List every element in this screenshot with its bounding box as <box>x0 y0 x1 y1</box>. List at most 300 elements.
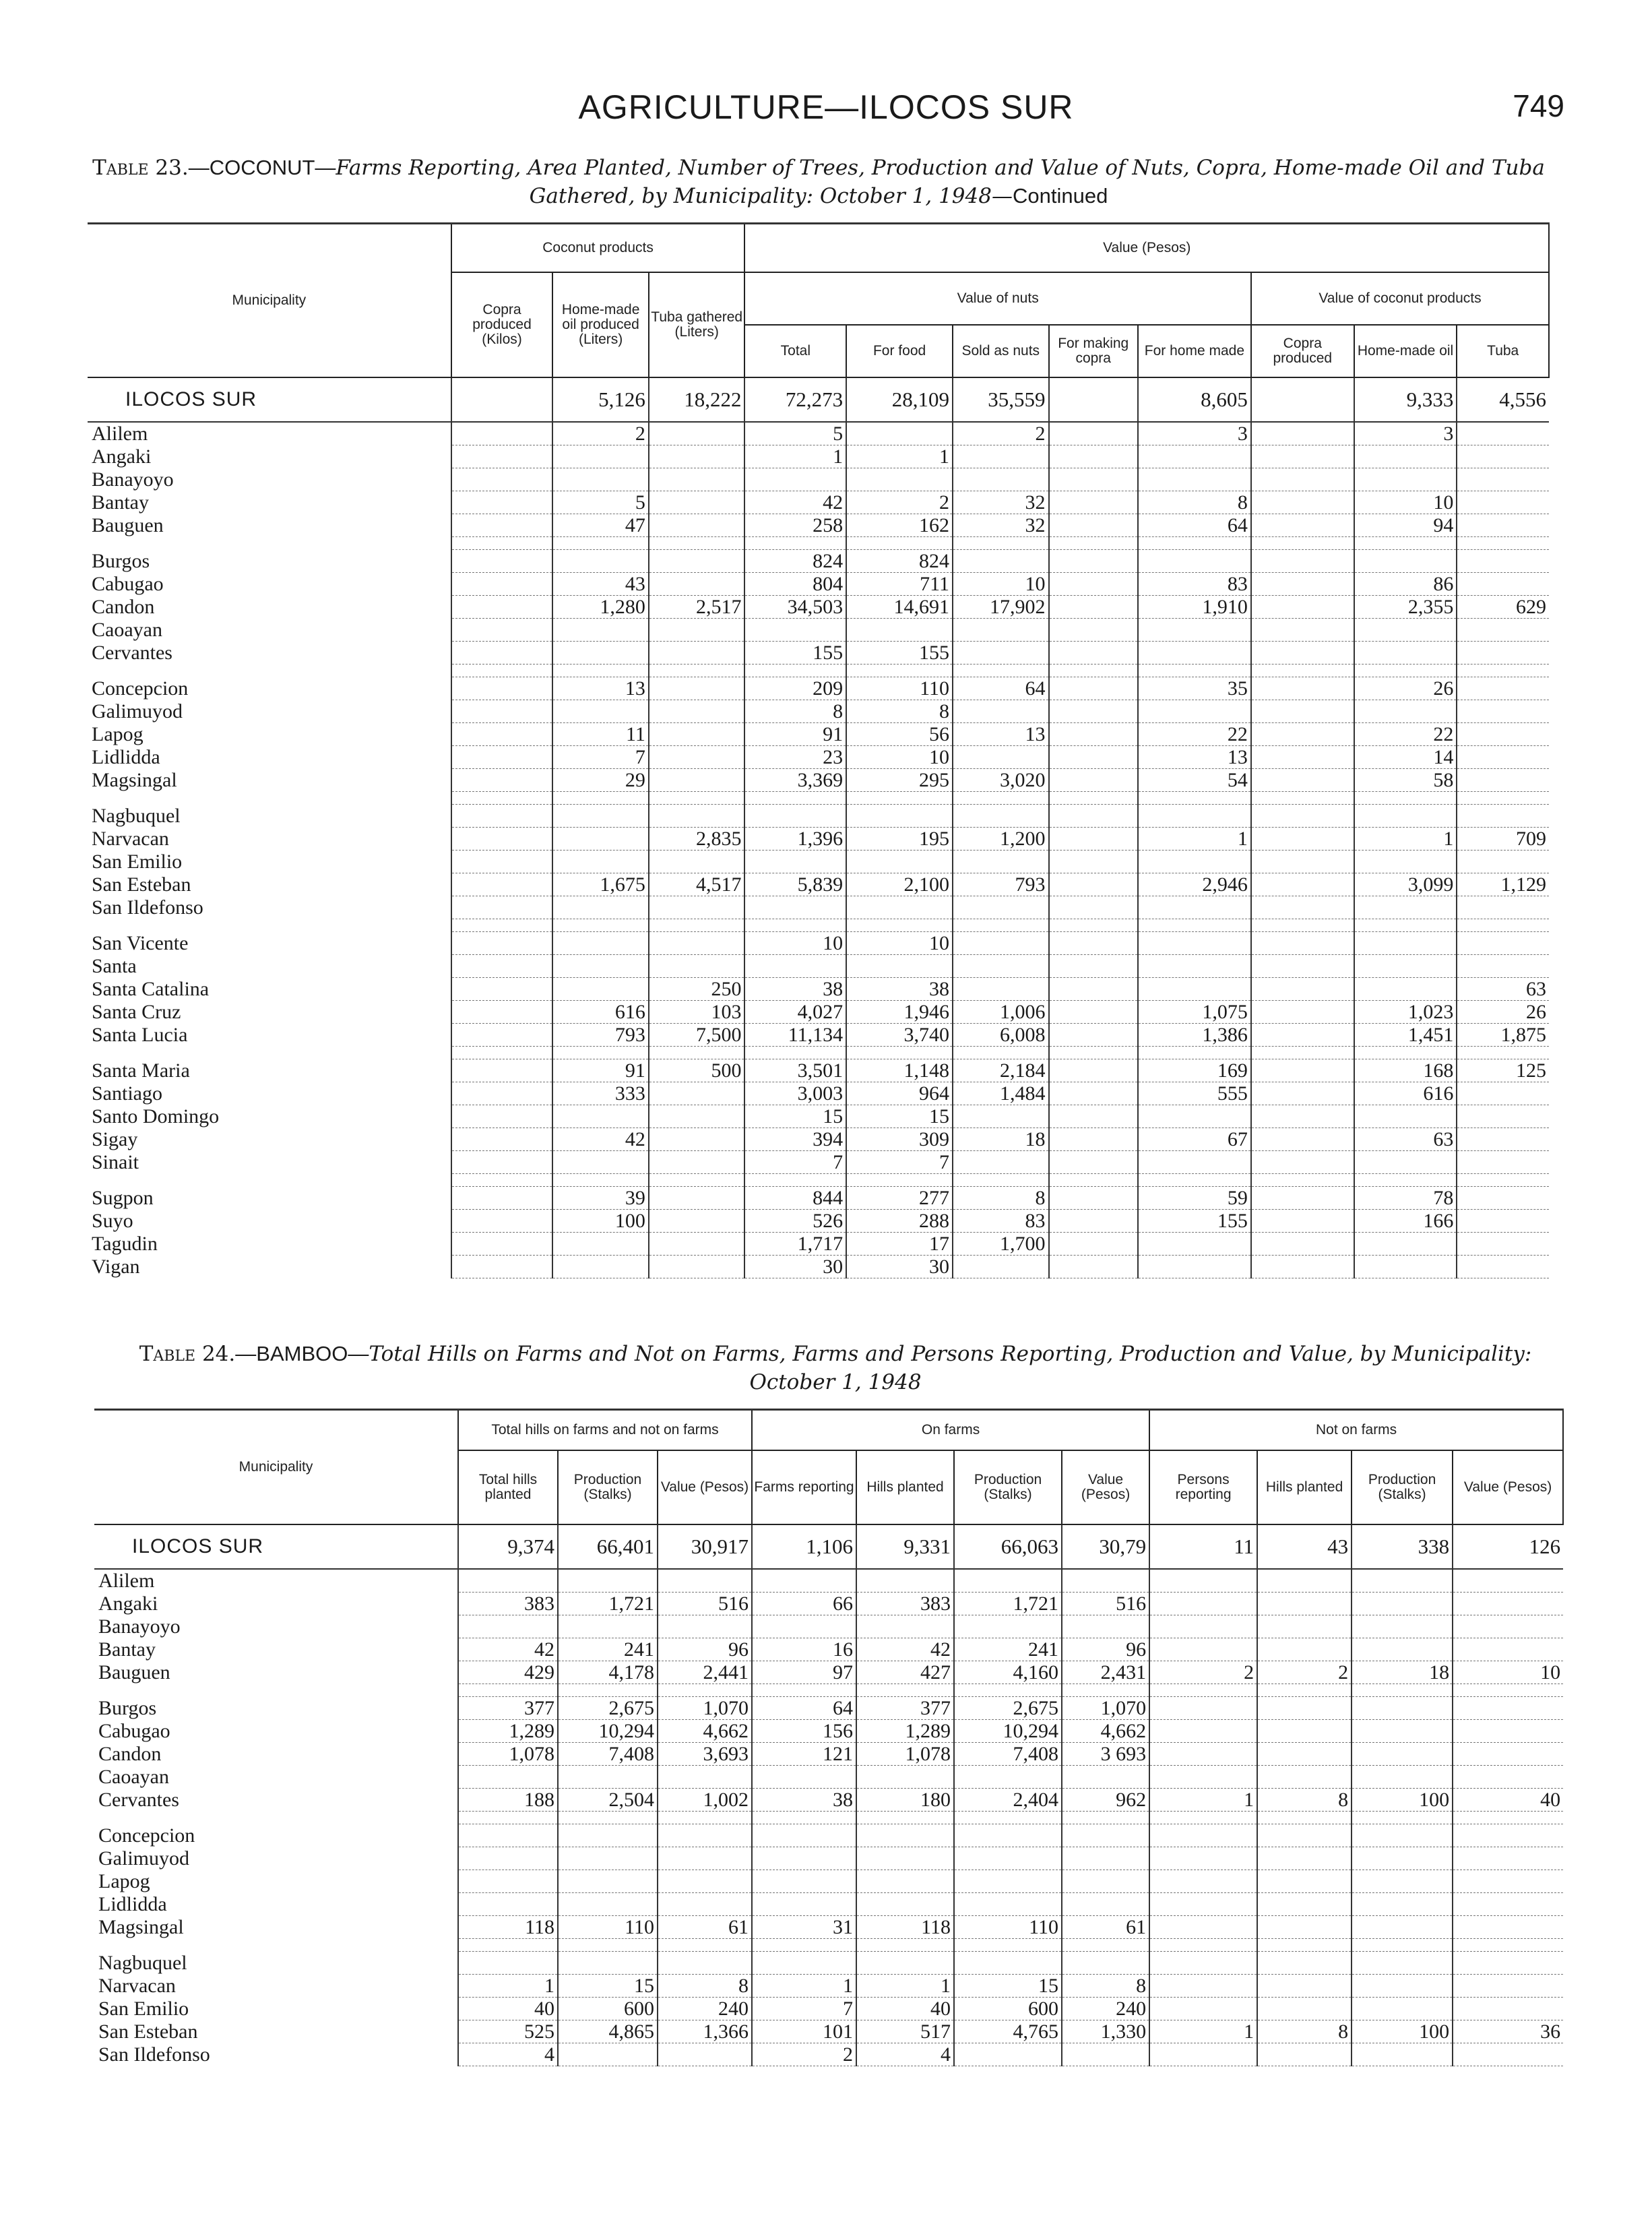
value-cell: 26 <box>1457 1000 1549 1023</box>
value-cell <box>451 618 553 641</box>
value-cell <box>1138 445 1251 468</box>
value-cell <box>1251 1186 1354 1209</box>
value-cell <box>451 722 553 745</box>
value-cell <box>1049 1082 1138 1105</box>
value-cell <box>846 896 953 919</box>
value-cell: 28,109 <box>846 377 953 422</box>
value-cell <box>458 1569 558 1593</box>
value-cell <box>649 850 745 873</box>
value-cell <box>1062 1824 1149 1847</box>
nuts-total-header: Total <box>744 325 846 377</box>
value-cell <box>1457 700 1549 722</box>
value-cell <box>558 1892 658 1915</box>
value-cell: 47 <box>552 514 649 536</box>
value-cell: 1,910 <box>1138 595 1251 618</box>
value-cell <box>451 514 553 536</box>
value-cell <box>1049 827 1138 850</box>
municipality-name: San Esteban <box>98 2020 198 2043</box>
table-row <box>94 1788 1563 1811</box>
value-cell: 3,501 <box>744 1059 846 1082</box>
value-cell: 110 <box>954 1915 1062 1938</box>
value-cell <box>649 1209 745 1232</box>
value-cell <box>451 377 553 422</box>
value-cell: 3 693 <box>1062 1742 1149 1765</box>
table23-body <box>88 377 1549 1278</box>
value-cell: 793 <box>953 873 1049 896</box>
value-cell: 1,106 <box>752 1524 856 1569</box>
value-cell <box>1049 873 1138 896</box>
table24-caption <box>128 1340 1543 1396</box>
value-cell <box>953 700 1049 722</box>
value-cell <box>649 700 745 722</box>
value-cell <box>744 468 846 491</box>
spacer-cell <box>649 791 745 804</box>
value-cell: 94 <box>1354 514 1457 536</box>
value-cell <box>552 618 649 641</box>
value-cell: 64 <box>1138 514 1251 536</box>
value-cell <box>649 1232 745 1255</box>
value-cell <box>649 722 745 745</box>
municipality-name: Candon <box>98 1742 162 1765</box>
value-cell: 240 <box>1062 1997 1149 2020</box>
value-cell <box>558 1824 658 1847</box>
value-cell: 15 <box>744 1105 846 1128</box>
value-cell <box>1457 1105 1549 1128</box>
spacer-cell <box>1049 919 1138 931</box>
value-cell: 1,075 <box>1138 1000 1251 1023</box>
spacer-cell <box>1049 536 1138 549</box>
value-cell: 61 <box>1062 1915 1149 1938</box>
value-cell: 3 <box>1138 422 1251 445</box>
farms-reporting-header: Farms reporting <box>752 1450 856 1524</box>
table-row <box>88 514 1549 536</box>
running-head <box>0 88 1652 135</box>
municipality-name: Concepcion <box>92 677 189 700</box>
value-cell: 22 <box>1354 722 1457 745</box>
value-tuba-header: Tuba <box>1457 325 1549 377</box>
value-cell <box>744 618 846 641</box>
value-cell <box>1049 977 1138 1000</box>
value-cell <box>552 850 649 873</box>
spacer-cell <box>1352 1811 1453 1824</box>
value-cell <box>1352 1569 1453 1593</box>
value-cell <box>451 1209 553 1232</box>
value-cell: 32 <box>953 514 1049 536</box>
value-cell <box>1251 595 1354 618</box>
value-cell <box>1453 1951 1563 1974</box>
municipality-name: San Vicente <box>92 931 189 954</box>
value-cell <box>752 1615 856 1638</box>
spacer-cell <box>558 1938 658 1951</box>
table-row <box>88 468 1549 491</box>
value-cell <box>1049 1232 1138 1255</box>
table-row <box>88 491 1549 514</box>
municipality-name: San Emilio <box>92 850 183 873</box>
value-cell <box>1049 850 1138 873</box>
value-cell <box>552 1232 649 1255</box>
value-cell <box>451 804 553 827</box>
value-cell <box>451 768 553 791</box>
spacer-cell <box>552 536 649 549</box>
table-row <box>88 422 1549 445</box>
spacer-cell <box>1457 919 1549 931</box>
value-cell: 155 <box>1138 1209 1251 1232</box>
value-cell <box>649 1186 745 1209</box>
value-cell: 616 <box>1354 1082 1457 1105</box>
value-cell <box>1251 572 1354 595</box>
value-cell <box>1352 1742 1453 1765</box>
value-cell <box>1453 1974 1563 1997</box>
value-cell: 3,003 <box>744 1082 846 1105</box>
value-cell <box>451 677 553 700</box>
value-cell <box>1352 1892 1453 1915</box>
value-cell: 2,517 <box>649 595 745 618</box>
value-cell <box>953 445 1049 468</box>
value-cell: 35,559 <box>953 377 1049 422</box>
value-cell <box>856 1615 954 1638</box>
value-cell <box>953 1105 1049 1128</box>
value-cell: 3,369 <box>744 768 846 791</box>
municipality-name: Santa <box>92 954 137 977</box>
table-row <box>88 445 1549 468</box>
total-value-header: Value (Pesos) <box>658 1450 752 1524</box>
value-cell <box>1457 896 1549 919</box>
value-cell: 15 <box>558 1974 658 1997</box>
value-cell: 110 <box>558 1915 658 1938</box>
value-cell: 8 <box>1257 1788 1352 1811</box>
total-hills-header: Total hills on farms and not on farms <box>458 1410 752 1450</box>
value-cell <box>451 1255 553 1278</box>
value-cell <box>954 1569 1062 1593</box>
value-cell <box>451 445 553 468</box>
value-cell <box>856 1847 954 1870</box>
value-cell <box>649 745 745 768</box>
value-cell <box>1257 1615 1352 1638</box>
value-cell: 13 <box>1138 745 1251 768</box>
value-cell: 10,294 <box>558 1719 658 1742</box>
value-cell <box>552 549 649 572</box>
value-cell <box>1352 1719 1453 1742</box>
value-cell <box>1453 1847 1563 1870</box>
spacer-cell <box>552 664 649 677</box>
value-cell <box>1257 1765 1352 1788</box>
table-row <box>88 1209 1549 1232</box>
spacer-cell <box>1453 1811 1563 1824</box>
municipality-name: Cervantes <box>98 1788 179 1811</box>
value-cell <box>552 1105 649 1128</box>
table-row <box>88 722 1549 745</box>
value-cell <box>953 1150 1049 1173</box>
municipality-name: Caoayan <box>92 618 162 641</box>
value-cell <box>1453 1765 1563 1788</box>
table-row <box>94 1997 1563 2020</box>
value-cell <box>856 1569 954 1593</box>
value-cell <box>1457 618 1549 641</box>
value-cell <box>1354 804 1457 827</box>
value-cell <box>1149 1569 1257 1593</box>
value-cell: 166 <box>1354 1209 1457 1232</box>
value-cell <box>1138 1105 1251 1128</box>
municipality-name: Cervantes <box>92 641 172 664</box>
value-cell <box>558 1870 658 1892</box>
value-cell <box>558 1765 658 1788</box>
value-cell <box>552 1255 649 1278</box>
value-cell <box>856 1870 954 1892</box>
value-cell: 1 <box>752 1974 856 1997</box>
copra-produced-header: Copra produced (Kilos) <box>451 272 553 377</box>
value-cell <box>1354 700 1457 722</box>
spacer-row <box>88 791 1549 804</box>
value-cell <box>1049 700 1138 722</box>
spacer-cell <box>552 1173 649 1186</box>
value-cell: 67 <box>1138 1128 1251 1150</box>
spacer-row <box>94 1684 1563 1696</box>
spacer-cell <box>451 1173 553 1186</box>
table23-label: Table 23. <box>92 156 189 180</box>
value-cell: 15 <box>954 1974 1062 1997</box>
value-cell <box>1457 1255 1549 1278</box>
value-cell <box>451 977 553 1000</box>
value-cell: 1 <box>1354 827 1457 850</box>
value-cell: 36 <box>1453 2020 1563 2043</box>
value-cell <box>1049 445 1138 468</box>
table-row <box>94 1638 1563 1661</box>
value-cell <box>1257 1892 1352 1915</box>
value-cell: 1,070 <box>1062 1696 1149 1719</box>
table-row <box>88 954 1549 977</box>
value-cell: 26 <box>1354 677 1457 700</box>
value-cell: 2 <box>552 422 649 445</box>
value-cell: 429 <box>458 1661 558 1684</box>
table24-label: Table 24. <box>139 1342 236 1366</box>
value-cell <box>1049 1186 1138 1209</box>
value-cell <box>954 1847 1062 1870</box>
value-cell: 804 <box>744 572 846 595</box>
value-cell: 240 <box>658 1997 752 2020</box>
value-cell <box>752 1892 856 1915</box>
nuts-for-food-header: For food <box>846 325 953 377</box>
value-cell <box>1138 549 1251 572</box>
value-cell <box>1138 641 1251 664</box>
value-cell <box>451 1082 553 1105</box>
table-row <box>88 572 1549 595</box>
municipality-name: San Ildefonso <box>92 896 203 919</box>
value-cell <box>846 850 953 873</box>
municipality-name: Nagbuquel <box>92 804 181 827</box>
municipality-name: Santiago <box>92 1082 162 1105</box>
value-cell <box>1251 422 1354 445</box>
value-cell: 709 <box>1457 827 1549 850</box>
value-cell <box>1352 2043 1453 2066</box>
value-cell <box>1049 1105 1138 1128</box>
value-cell: 2,504 <box>558 1788 658 1811</box>
value-cell: 43 <box>552 572 649 595</box>
value-cell: 241 <box>558 1638 658 1661</box>
spacer-cell <box>1049 1173 1138 1186</box>
value-cell <box>649 572 745 595</box>
value-cell: 1,366 <box>658 2020 752 2043</box>
spacer-cell <box>846 791 953 804</box>
municipality-name: Magsingal <box>92 768 177 791</box>
table-row <box>88 1082 1549 1105</box>
value-cell: 121 <box>752 1742 856 1765</box>
municipality-name: Narvacan <box>98 1974 176 1997</box>
value-cell: 1,946 <box>846 1000 953 1023</box>
value-cell <box>658 1615 752 1638</box>
value-cell <box>1138 618 1251 641</box>
table24-municipality-header: Municipality <box>94 1410 458 1524</box>
table-row <box>94 1569 1563 1593</box>
value-cell <box>1352 1638 1453 1661</box>
municipality-name: Nagbuquel <box>98 1951 187 1974</box>
spacer-cell <box>94 1811 458 1824</box>
value-cell: 295 <box>846 768 953 791</box>
value-cell <box>1138 896 1251 919</box>
value-cell <box>1062 1569 1149 1593</box>
table-row <box>88 595 1549 618</box>
spacer-cell <box>1354 791 1457 804</box>
value-cell <box>953 804 1049 827</box>
value-cell <box>1354 896 1457 919</box>
value-cell <box>1149 1951 1257 1974</box>
value-cell: 525 <box>458 2020 558 2043</box>
value-cell <box>1251 896 1354 919</box>
spacer-cell <box>1251 791 1354 804</box>
value-cell <box>649 618 745 641</box>
value-cell <box>1049 1128 1138 1150</box>
value-cell: 209 <box>744 677 846 700</box>
value-cell: 4,178 <box>558 1661 658 1684</box>
municipality-name: Angaki <box>98 1592 158 1615</box>
value-cell: 7 <box>846 1150 953 1173</box>
value-cell <box>451 954 553 977</box>
value-cell: 40 <box>856 1997 954 2020</box>
value-cell: 2,184 <box>953 1059 1049 1082</box>
value-cell <box>458 1824 558 1847</box>
spacer-cell <box>1062 1938 1149 1951</box>
value-cell: 7,500 <box>649 1023 745 1046</box>
value-cell <box>846 422 953 445</box>
value-cell: 3,740 <box>846 1023 953 1046</box>
value-cell <box>451 1023 553 1046</box>
table-row <box>94 2043 1563 2066</box>
spacer-cell <box>954 1938 1062 1951</box>
value-cell <box>1149 1974 1257 1997</box>
value-cell: 4 <box>856 2043 954 2066</box>
value-cell <box>1049 677 1138 700</box>
value-cell <box>1149 1638 1257 1661</box>
table-row <box>88 804 1549 827</box>
spacer-cell <box>1062 1811 1149 1824</box>
value-cell <box>451 1105 553 1128</box>
municipality-name: Santa Lucia <box>92 1023 188 1046</box>
value-cell: 13 <box>953 722 1049 745</box>
value-cell <box>1251 1150 1354 1173</box>
value-cell <box>552 931 649 954</box>
value-cell <box>1354 1150 1457 1173</box>
value-cell <box>649 422 745 445</box>
value-cell <box>552 468 649 491</box>
value-cell: 427 <box>856 1661 954 1684</box>
spacer-cell <box>846 1173 953 1186</box>
value-cell: 1 <box>458 1974 558 1997</box>
value-cell: 126 <box>1453 1524 1563 1569</box>
value-cell: 7,408 <box>558 1742 658 1765</box>
value-cell <box>954 1824 1062 1847</box>
value-cell: 103 <box>649 1000 745 1023</box>
on-farms-header: On farms <box>752 1410 1149 1450</box>
value-cell <box>552 896 649 919</box>
value-cell <box>1352 1824 1453 1847</box>
value-cell <box>953 931 1049 954</box>
value-cell <box>1352 1997 1453 2020</box>
total-hills-planted-header: Total hills planted <box>458 1450 558 1524</box>
value-cell <box>953 468 1049 491</box>
value-cell <box>1251 618 1354 641</box>
value-cell <box>1049 954 1138 977</box>
table-row <box>94 1615 1563 1638</box>
value-cell: 5,126 <box>552 377 649 422</box>
value-cell: 63 <box>1457 977 1549 1000</box>
value-cell <box>1138 700 1251 722</box>
spacer-cell <box>752 1811 856 1824</box>
value-cell <box>1251 468 1354 491</box>
value-cell: 1,023 <box>1354 1000 1457 1023</box>
municipality-name: Magsingal <box>98 1915 184 1938</box>
value-cell <box>1352 1765 1453 1788</box>
value-cell <box>1354 1255 1457 1278</box>
table-row <box>88 618 1549 641</box>
municipality-name: Santa Catalina <box>92 977 210 1000</box>
value-cell: 30 <box>744 1255 846 1278</box>
table-row <box>88 873 1549 896</box>
value-cell <box>1453 2043 1563 2066</box>
value-cell: 288 <box>846 1209 953 1232</box>
value-cell <box>1251 445 1354 468</box>
value-cell <box>953 896 1049 919</box>
value-cell: 18,222 <box>649 377 745 422</box>
value-cell <box>1354 1105 1457 1128</box>
value-cell <box>1049 641 1138 664</box>
value-cell <box>1138 1255 1251 1278</box>
value-cell: 14 <box>1354 745 1457 768</box>
spacer-cell <box>846 536 953 549</box>
spacer-cell <box>953 536 1049 549</box>
value-cell <box>1457 445 1549 468</box>
municipality-name: Tagudin <box>92 1232 158 1255</box>
value-cell: 964 <box>846 1082 953 1105</box>
value-cell <box>744 896 846 919</box>
value-cell: 11,134 <box>744 1023 846 1046</box>
value-cell <box>954 1765 1062 1788</box>
table-row <box>94 1592 1563 1615</box>
value-cell <box>1251 1059 1354 1082</box>
value-cell <box>1251 641 1354 664</box>
value-cell: 66,063 <box>954 1524 1062 1569</box>
value-cell <box>649 468 745 491</box>
value-cell: 1,721 <box>558 1592 658 1615</box>
value-cell: 4,662 <box>1062 1719 1149 1742</box>
value-cell: 2 <box>846 491 953 514</box>
value-cell <box>1062 1892 1149 1915</box>
municipality-name: San Ildefonso <box>98 2043 210 2066</box>
value-cell <box>552 827 649 850</box>
value-cell: 1,070 <box>658 1696 752 1719</box>
value-of-nuts-header: Value of nuts <box>744 272 1250 325</box>
table-row <box>88 549 1549 572</box>
municipality-name: Lapog <box>98 1870 150 1892</box>
value-cell: 8 <box>953 1186 1049 1209</box>
